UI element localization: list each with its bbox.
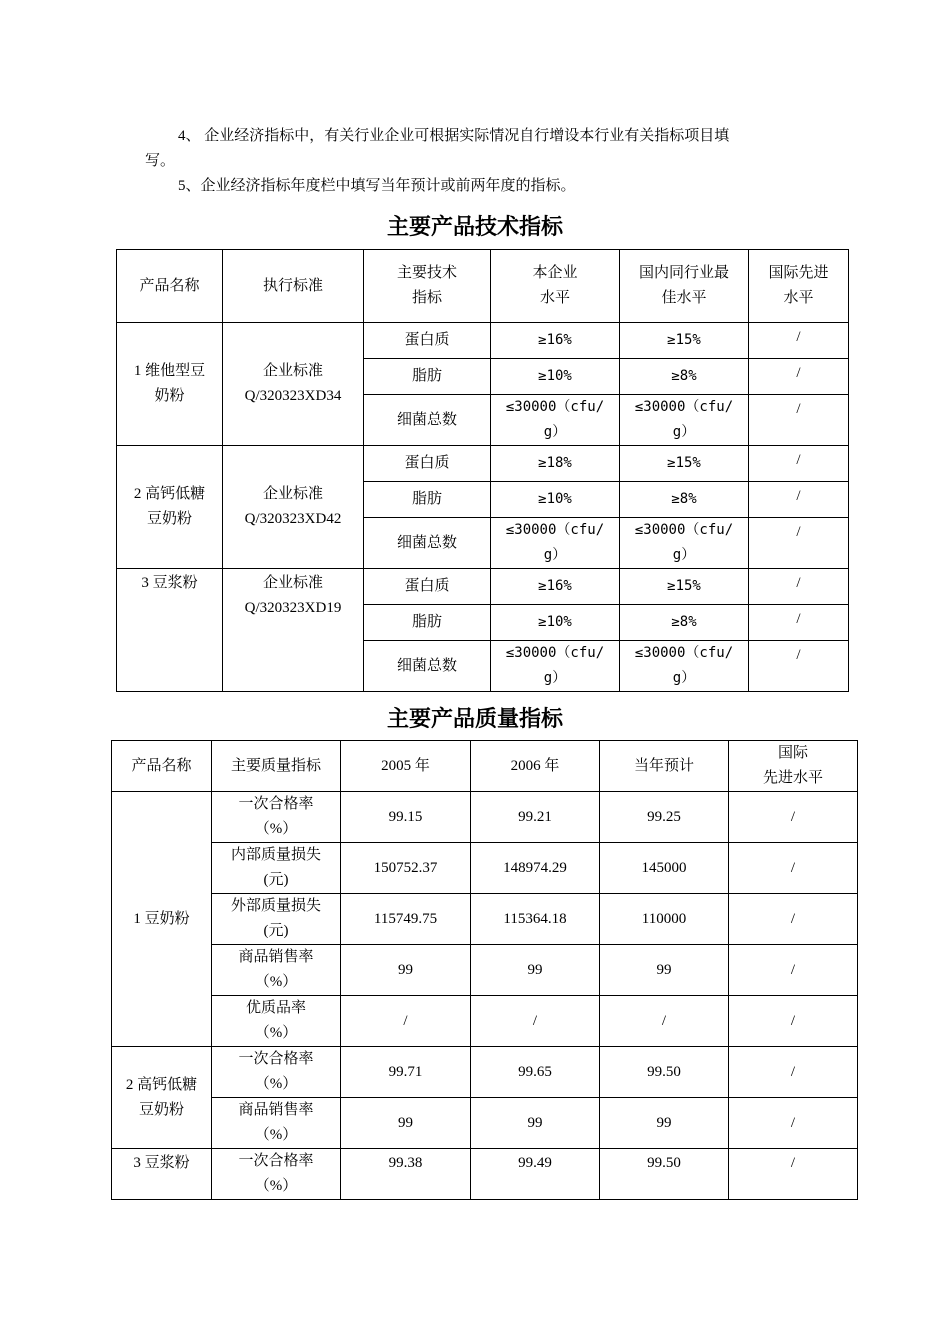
column-header: 国内同行业最 佳水平 [620,250,749,323]
domestic-best-cell: ≥8% [620,482,749,518]
quality-table-title: 主要产品质量指标 [386,707,563,732]
table-row [117,446,849,482]
intl-level-cell: / [749,395,849,446]
indicator-cell: 脂肪 [364,605,491,641]
column-header: 当年预计 [600,741,729,792]
value-2005-cell: 115749.75 [341,894,471,945]
own-level-cell: ≤30000（cfu/ g） [491,395,620,446]
column-header: 产品名称 [117,250,223,323]
domestic-best-cell: ≤30000（cfu/ g） [620,395,749,446]
domestic-best-cell: ≤30000（cfu/ g） [620,641,749,692]
column-header: 主要质量指标 [212,741,341,792]
own-level-cell: ≤30000（cfu/ g） [491,518,620,569]
column-header: 产品名称 [112,741,212,792]
value-2005-cell: / [341,996,471,1047]
product-name-cell: 2 高钙低糖 豆奶粉 [117,446,223,569]
column-header: 执行标准 [223,250,364,323]
indicator-cell: 商品销售率 （%） [212,945,341,996]
column-header: 2005 年 [341,741,471,792]
indicator-cell: 外部质量损失 (元) [212,894,341,945]
own-level-cell: ≤30000（cfu/ g） [491,641,620,692]
note-4-line1: 4、 企业经济指标中，有关行业企业可根据实际情况自行增设本行业有关指标项目填 [178,128,730,144]
column-header: 国际 先进水平 [729,741,858,792]
quality-table [111,740,858,1200]
forecast-cell: 145000 [600,843,729,894]
own-level-cell: ≥16% [491,569,620,605]
header-row [112,741,858,792]
intl-level-cell: / [729,843,858,894]
intl-level-cell: / [729,996,858,1047]
product-name-cell: 1 豆奶粉 [112,792,212,1047]
standard-cell: 企业标准 Q/320323XD34 [223,323,364,446]
intl-level-cell: / [729,792,858,843]
intl-level-cell: / [749,323,849,359]
domestic-best-cell: ≥8% [620,359,749,395]
domestic-best-cell: ≥8% [620,605,749,641]
intl-level-cell: / [749,605,849,641]
domestic-best-cell: ≤30000（cfu/ g） [620,518,749,569]
intl-level-cell: / [729,1047,858,1098]
value-2006-cell: 99.21 [471,792,600,843]
intl-level-cell: / [729,1098,858,1149]
value-2006-cell: 115364.18 [471,894,600,945]
intl-level-cell: / [749,569,849,605]
value-2006-cell: 99.65 [471,1047,600,1098]
indicator-cell: 一次合格率 （%） [212,792,341,843]
forecast-cell: 99.50 [600,1149,729,1200]
table-row [112,894,858,945]
table-row [112,1098,858,1149]
indicator-cell: 蛋白质 [364,446,491,482]
indicator-cell: 细菌总数 [364,518,491,569]
forecast-cell: 99.50 [600,1047,729,1098]
value-2005-cell: 99.38 [341,1149,471,1200]
standard-cell: 企业标准 Q/320323XD42 [223,446,364,569]
indicator-cell: 细菌总数 [364,641,491,692]
value-2006-cell: 99 [471,945,600,996]
value-2006-cell: / [471,996,600,1047]
table-row [112,1149,858,1200]
intl-level-cell: / [749,359,849,395]
indicator-cell: 一次合格率 （%） [212,1149,341,1200]
product-name-cell: 1 维他型豆 奶粉 [117,323,223,446]
own-level-cell: ≥18% [491,446,620,482]
own-level-cell: ≥10% [491,482,620,518]
domestic-best-cell: ≥15% [620,569,749,605]
value-2005-cell: 99.15 [341,792,471,843]
tech-table [116,249,849,692]
value-2005-cell: 99.71 [341,1047,471,1098]
value-2006-cell: 99 [471,1098,600,1149]
product-name-cell: 3 豆浆粉 [117,569,223,692]
intl-level-cell: / [729,894,858,945]
value-2006-cell: 99.49 [471,1149,600,1200]
intl-level-cell: / [749,641,849,692]
note-4-line2: 写。 [145,153,176,169]
own-level-cell: ≥16% [491,323,620,359]
column-header: 国际先进 水平 [749,250,849,323]
intl-level-cell: / [749,446,849,482]
indicator-cell: 内部质量损失 (元) [212,843,341,894]
table-row [117,569,849,605]
column-header: 2006 年 [471,741,600,792]
forecast-cell: 99.25 [600,792,729,843]
forecast-cell: 99 [600,1098,729,1149]
domestic-best-cell: ≥15% [620,446,749,482]
table-row [112,945,858,996]
value-2006-cell: 148974.29 [471,843,600,894]
product-name-cell: 2 高钙低糖 豆奶粉 [112,1047,212,1149]
indicator-cell: 商品销售率 （%） [212,1098,341,1149]
indicator-cell: 蛋白质 [364,569,491,605]
table-row [112,996,858,1047]
intl-level-cell: / [729,1149,858,1200]
indicator-cell: 细菌总数 [364,395,491,446]
indicator-cell: 脂肪 [364,482,491,518]
indicator-cell: 蛋白质 [364,323,491,359]
own-level-cell: ≥10% [491,359,620,395]
note-5: 5、企业经济指标年度栏中填写当年预计或前两年度的指标。 [178,178,576,194]
domestic-best-cell: ≥15% [620,323,749,359]
own-level-cell: ≥10% [491,605,620,641]
table-row [112,1047,858,1098]
intl-level-cell: / [749,482,849,518]
value-2005-cell: 99 [341,1098,471,1149]
table-row [117,323,849,359]
indicator-cell: 脂肪 [364,359,491,395]
header-row [117,250,849,323]
product-name-cell: 3 豆浆粉 [112,1149,212,1200]
forecast-cell: 99 [600,945,729,996]
indicator-cell: 一次合格率 （%） [212,1047,341,1098]
forecast-cell: 110000 [600,894,729,945]
value-2005-cell: 150752.37 [341,843,471,894]
column-header: 主要技术 指标 [364,250,491,323]
standard-cell: 企业标准 Q/320323XD19 [223,569,364,692]
value-2005-cell: 99 [341,945,471,996]
intl-level-cell: / [729,945,858,996]
indicator-cell: 优质品率 （%） [212,996,341,1047]
intl-level-cell: / [749,518,849,569]
column-header: 本企业 水平 [491,250,620,323]
table-row [112,792,858,843]
table-row [112,843,858,894]
forecast-cell: / [600,996,729,1047]
tech-table-title: 主要产品技术指标 [386,215,563,240]
